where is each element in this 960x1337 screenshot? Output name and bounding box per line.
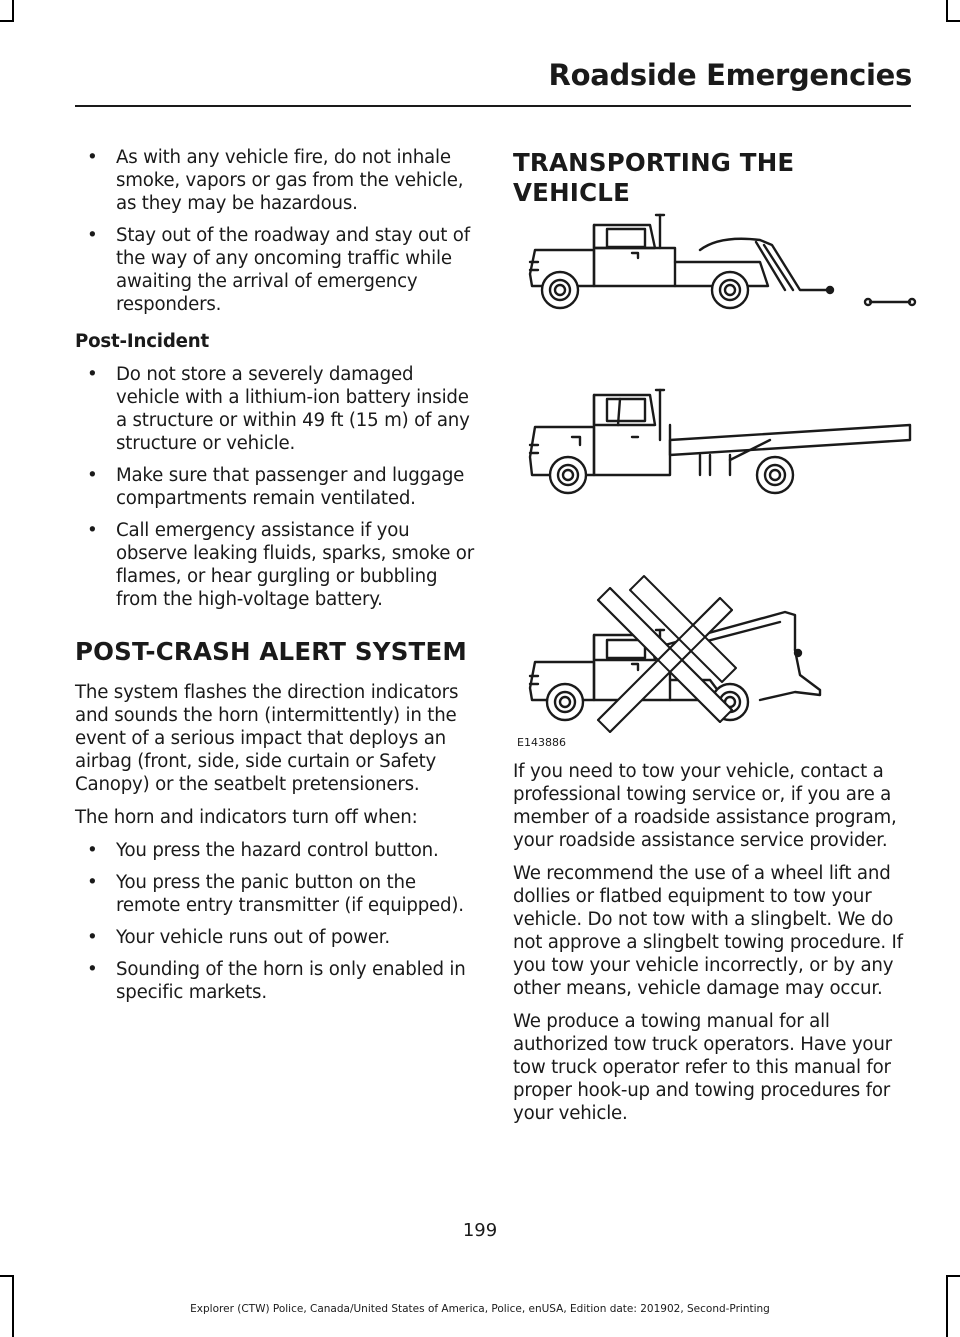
crop-mark [0,1275,14,1277]
crop-mark [946,0,948,22]
list-item: • You press the hazard control button. [75,839,475,862]
crop-mark [946,20,960,22]
flatbed-truck [530,390,910,493]
crop-mark [0,20,14,22]
paragraph: We produce a towing manual for all authorized tow truck operators. Have your tow truck operator refer to this manual for proper hook-up and towing procedures for your vehicle. [513,1011,892,1124]
list-item: • Call emergency assistance if you observe leaking fluids, sparks, smoke or flames, or hear gurgling or bubbling from the high-voltage battery. [75,519,475,611]
paragraph: The horn and indicators turn off when: [75,807,418,828]
list-item: • Do not store a severely damaged vehicle with a lithium-ion battery inside a structure or within 49 ft (15 m) of any structure or vehicle. [75,363,475,455]
list-item: • Your vehicle runs out of power. [75,926,475,949]
section-heading: POST-CRASH ALERT SYSTEM [75,637,467,666]
subheading: Post-Incident [75,331,210,352]
left-column [75,146,475,1013]
section-heading: TRANSPORTING THE VEHICLE [513,148,795,207]
footer-text: Explorer (CTW) Police, Canada/United States of America, Police, enUSA, Edition date: 201902, Second-Printing [190,1303,770,1315]
figure-id: E143886 [517,736,566,749]
bullet-list [75,839,475,1004]
crop-mark [12,0,14,22]
crop-mark [946,1275,960,1277]
wheel-lift-truck [530,215,915,308]
list-item: • As with any vehicle fire, do not inhale smoke, vapors or gas from the vehicle, as they may be hazardous. [75,146,475,215]
header-rule [75,105,911,107]
right-column-text [513,760,913,1135]
paragraph: The system flashes the direction indicators and sounds the horn (intermittently) in the event of a serious impact that deploys an airbag (front, side, side curtain or Safety Canopy) or the seatbelt pretensioners. [75,682,459,795]
bullet-list [75,363,475,611]
list-item: • Make sure that passenger and luggage compartments remain ventilated. [75,464,475,510]
bullet-list [75,146,475,316]
page-number: 199 [462,1220,498,1241]
towing-illustration [510,190,920,750]
page-header-title: Roadside Emergencies [548,58,912,92]
paragraph: If you need to tow your vehicle, contact a professional towing service or, if you are a member of a roadside assistance program, your roadside assistance service provider. [513,761,897,851]
list-item: • Sounding of the horn is only enabled in specific markets. [75,958,475,1004]
list-item: • Stay out of the roadway and stay out of the way of any oncoming traffic while awaiting the arrival of emergency responders. [75,224,475,316]
list-item: • You press the panic button on the remote entry transmitter (if equipped). [75,871,475,917]
paragraph: We recommend the use of a wheel lift and dollies or flatbed equipment to tow your vehicle. Do not tow with a slingbelt. We do not approve a slingbelt towing procedure. If you tow your vehicle incorrectly, or by any other means, vehicle damage may occur. [513,863,903,999]
